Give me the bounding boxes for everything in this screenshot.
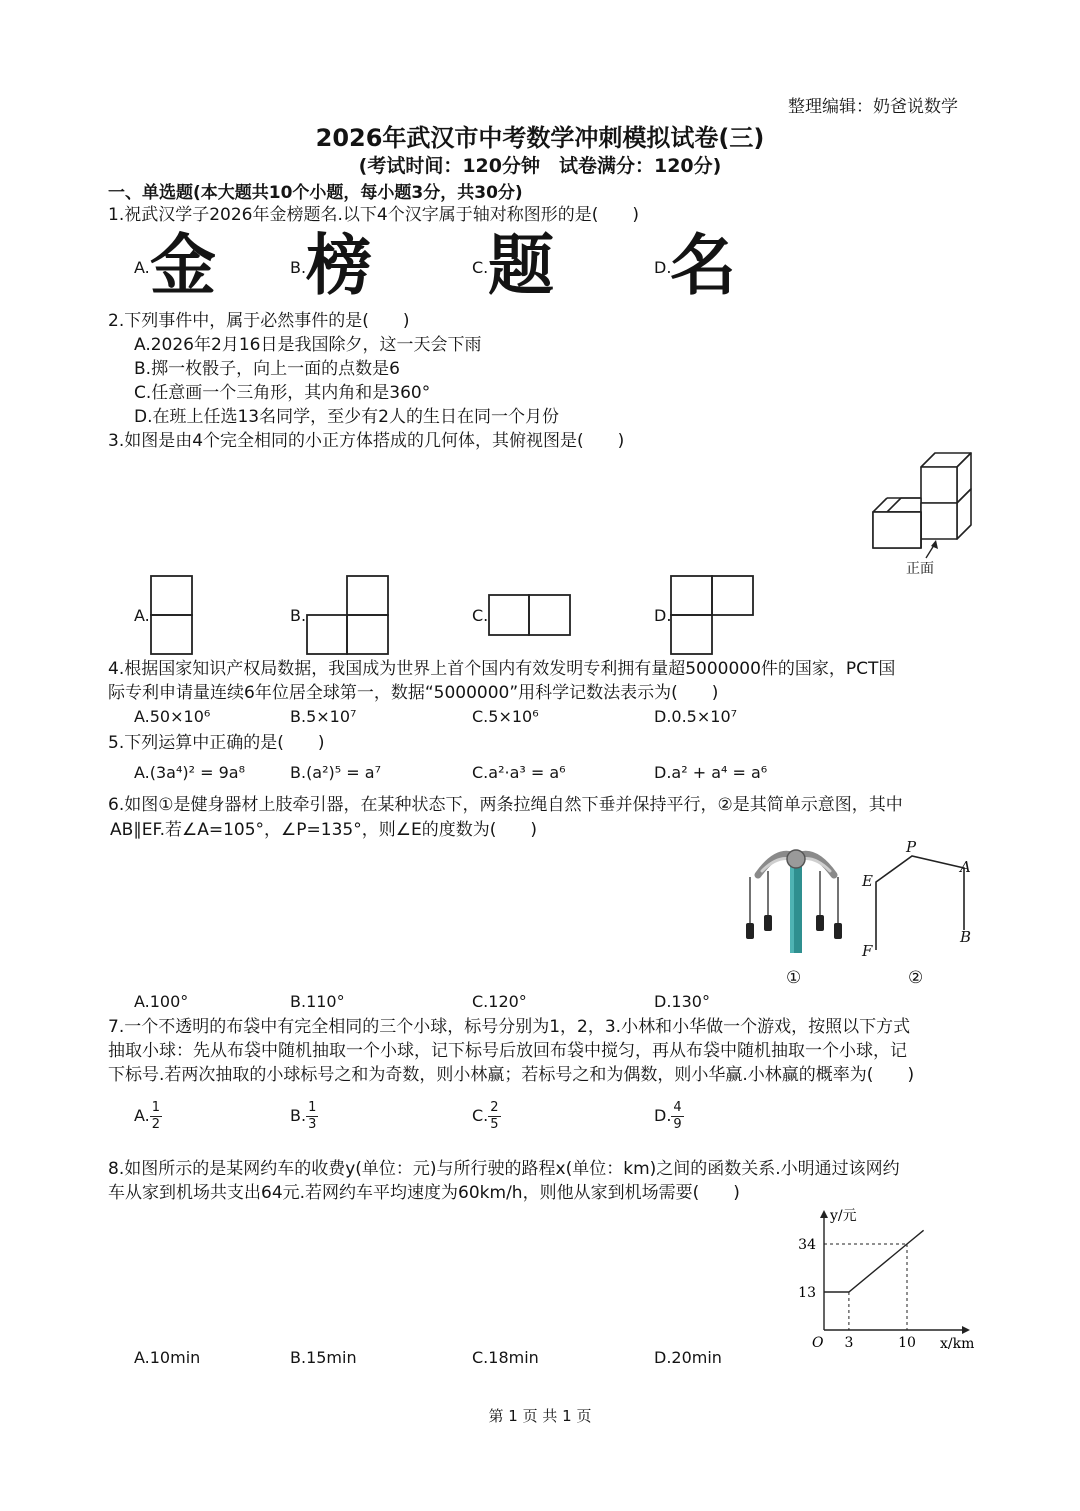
y-axis-arrow bbox=[820, 1210, 828, 1218]
x-axis-label: x/km bbox=[940, 1336, 975, 1352]
q7-option-b bbox=[290, 1100, 318, 1133]
q2-option-d: D.在班上任选13名同学，至少有2人的生日在同一个月份 bbox=[134, 407, 559, 427]
q3-option-c-figure bbox=[488, 594, 572, 637]
section-heading: 一、单选题(本大题共10个小题，每小题3分，共30分) bbox=[108, 183, 523, 203]
editor-credit: 整理编辑：奶爸说数学 bbox=[788, 97, 958, 117]
q7-option-d bbox=[654, 1100, 684, 1133]
question-2-stem: 2.下列事件中，属于必然事件的是( ) bbox=[108, 311, 410, 331]
q7-option-c-label: C. bbox=[472, 1106, 489, 1125]
q7-option-b-fraction bbox=[306, 1100, 318, 1133]
q1-option-d-char: 名 bbox=[670, 227, 736, 304]
q7-option-c-fraction bbox=[488, 1100, 500, 1133]
q7-option-b-label: B. bbox=[290, 1106, 307, 1125]
q7-a-denominator: 2 bbox=[151, 1117, 161, 1132]
q6-schematic-figure bbox=[856, 838, 976, 968]
q3-option-d-label: D. bbox=[654, 606, 672, 625]
q7-b-numerator: 1 bbox=[308, 1100, 317, 1115]
q6-option-b: B.110° bbox=[290, 992, 345, 1011]
q1-option-d-label: D. bbox=[654, 258, 672, 277]
page-footer: 第 1 页 共 1 页 bbox=[488, 1407, 592, 1425]
q6-figure-2-label: ② bbox=[908, 968, 924, 988]
question-5-stem: 5.下列运算中正确的是( ) bbox=[108, 733, 325, 753]
q6-option-d: D.130° bbox=[654, 992, 710, 1011]
fare-line bbox=[824, 1230, 924, 1292]
q7-b-denominator: 3 bbox=[308, 1117, 317, 1132]
q1-option-c-char: 题 bbox=[488, 227, 554, 304]
question-6-stem-line2: AB∥EF.若∠A=105°，∠P=135°，则∠E的度数为( ) bbox=[110, 820, 537, 840]
q6-point-e: E bbox=[862, 872, 873, 890]
q8-option-c: C.18min bbox=[472, 1348, 539, 1367]
q6-option-a: A.100° bbox=[134, 992, 189, 1011]
q7-c-denominator: 5 bbox=[490, 1117, 499, 1132]
q3-option-a-label: A. bbox=[134, 606, 150, 625]
q4-option-c: C.5×10⁶ bbox=[472, 707, 539, 726]
q3-front-label: 正面 bbox=[906, 561, 934, 577]
q7-option-d-label: D. bbox=[654, 1106, 672, 1125]
q6-point-f: F bbox=[862, 942, 873, 960]
q7-option-c bbox=[472, 1100, 501, 1133]
q1-option-a-label: A. bbox=[134, 258, 150, 277]
q6-point-p: P bbox=[906, 838, 917, 856]
q5-option-a: A.(3a⁴)² = 9a⁸ bbox=[134, 763, 246, 782]
q3-option-d-figure bbox=[670, 575, 755, 655]
y-tick-label-13: 13 bbox=[798, 1285, 816, 1301]
q2-option-c: C.任意画一个三角形，其内角和是360° bbox=[134, 383, 431, 403]
question-4-stem-line1: 4.根据国家知识产权局数据，我国成为世界上首个国内有效发明专利拥有量超5000000件的国家，PCT国 bbox=[108, 659, 896, 679]
q5-option-d: D.a² + a⁴ = a⁶ bbox=[654, 763, 768, 782]
q7-option-d-fraction bbox=[671, 1100, 683, 1133]
q5-option-b: B.(a²)⁵ = a⁷ bbox=[290, 763, 381, 782]
q3-option-b-figure bbox=[306, 575, 390, 655]
question-8-stem-line1: 8.如图所示的是某网约车的收费y(单位：元)与所行驶的路程x(单位：km)之间的函数关系.小明通过该网约 bbox=[108, 1159, 900, 1179]
q6-figure-1-label: ① bbox=[786, 968, 802, 988]
question-7-stem-line3: 下标号.若两次抽取的小球标号之和为奇数，则小林赢；若标号之和为偶数，则小华赢.小林赢的概率为( ) bbox=[108, 1065, 915, 1085]
q4-option-d: D.0.5×10⁷ bbox=[654, 707, 738, 726]
y-tick-label-34: 34 bbox=[798, 1237, 816, 1253]
q7-option-a-fraction bbox=[150, 1100, 162, 1133]
q1-option-c-label: C. bbox=[472, 258, 489, 277]
q7-d-denominator: 9 bbox=[673, 1117, 682, 1132]
origin-label: O bbox=[812, 1335, 824, 1351]
q6-point-b: B bbox=[960, 928, 972, 946]
x-axis-arrow bbox=[962, 1326, 970, 1334]
q7-a-numerator: 1 bbox=[151, 1100, 161, 1115]
q7-option-a-label: A. bbox=[134, 1106, 150, 1125]
exam-subtitle: (考试时间：120分钟 试卷满分：120分) bbox=[358, 155, 722, 177]
q2-option-b: B.掷一枚骰子，向上一面的点数是6 bbox=[134, 359, 400, 379]
chart-marks bbox=[824, 1230, 924, 1330]
x-tick-label-3: 3 bbox=[844, 1335, 854, 1351]
question-7-stem-line2: 抽取小球：先从布袋中随机抽取一个小球，记下标号后放回布袋中搅匀，再从布袋中随机抽取一个小球，记 bbox=[108, 1041, 907, 1061]
q7-option-a bbox=[134, 1100, 162, 1133]
question-6-stem-line1: 6.如图①是健身器材上肢牵引器，在某种状态下，两条拉绳自然下垂并保持平行，②是其简单示意图，其中 bbox=[108, 795, 903, 815]
q1-option-b-char: 榜 bbox=[306, 227, 372, 304]
y-axis-label: y/元 bbox=[830, 1208, 857, 1224]
chart-axes bbox=[820, 1210, 970, 1334]
question-4-stem-line2: 际专利申请量连续6年位居全球第一，数据“5000000”用科学记数法表示为( ) bbox=[108, 683, 719, 703]
question-7-stem-line1: 7.一个不透明的布袋中有完全相同的三个小球，标号分别为1，2，3.小林和小华做一个游戏，按照以下方式 bbox=[108, 1017, 911, 1037]
q8-fare-chart bbox=[790, 1200, 980, 1350]
question-1-stem: 1.祝武汉学子2026年金榜题名.以下4个汉字属于轴对称图形的是( ) bbox=[108, 205, 639, 225]
q2-option-a: A.2026年2月16日是我国除夕，这一天会下雨 bbox=[134, 335, 482, 355]
q7-c-numerator: 2 bbox=[490, 1100, 499, 1115]
q4-option-a: A.50×10⁶ bbox=[134, 707, 211, 726]
q6-point-a: A bbox=[960, 858, 971, 876]
x-tick-label-10: 10 bbox=[898, 1335, 916, 1351]
question-8-stem-line2: 车从家到机场共支出64元.若网约车平均速度为60km/h，则他从家到机场需要( ) bbox=[108, 1183, 740, 1203]
q8-option-b: B.15min bbox=[290, 1348, 357, 1367]
q3-option-c-label: C. bbox=[472, 606, 489, 625]
q6-fitness-equipment-photo bbox=[738, 845, 848, 955]
q4-option-b: B.5×10⁷ bbox=[290, 707, 357, 726]
q6-option-c: C.120° bbox=[472, 992, 527, 1011]
q8-option-a: A.10min bbox=[134, 1348, 201, 1367]
q7-d-numerator: 4 bbox=[673, 1100, 682, 1115]
q5-option-c: C.a²·a³ = a⁶ bbox=[472, 763, 566, 782]
question-3-stem: 3.如图是由4个完全相同的小正方体搭成的几何体，其俯视图是( ) bbox=[108, 431, 625, 451]
q3-option-b-label: B. bbox=[290, 606, 307, 625]
q1-option-a-char: 金 bbox=[150, 227, 216, 304]
q8-option-d: D.20min bbox=[654, 1348, 722, 1367]
q3-option-a-figure bbox=[150, 575, 194, 655]
q1-option-b-label: B. bbox=[290, 258, 307, 277]
exam-title: 2026年武汉市中考数学冲刺模拟试卷(三) bbox=[315, 124, 765, 152]
